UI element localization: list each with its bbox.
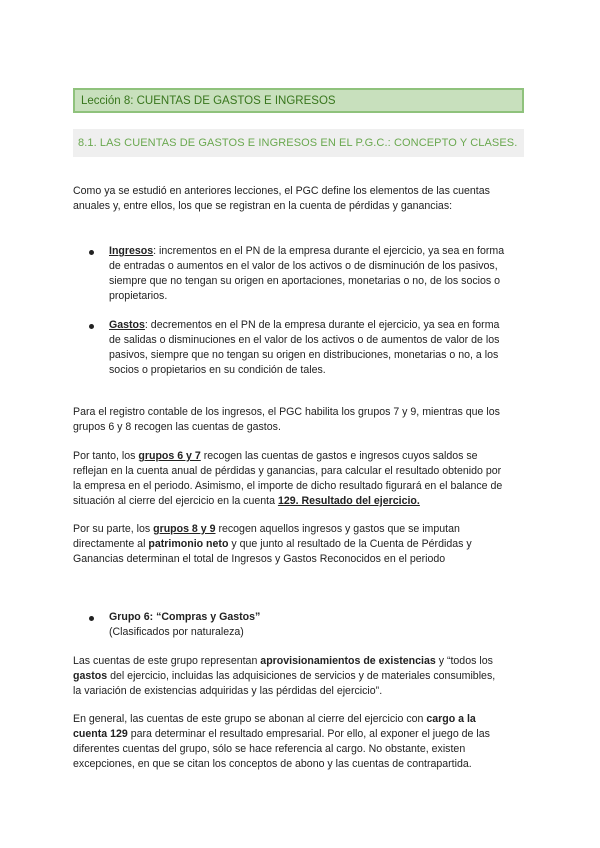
cuentas-gastos: gastos (73, 670, 108, 682)
intro-line-1: Como ya se estudió en anteriores lecciones, el PGC define los elementos de las cuentas (73, 185, 490, 197)
portanto-grupos-6-7: grupos 6 y 7 (138, 450, 201, 462)
bullet-dot (89, 324, 94, 329)
portanto-text-a: Por tanto, los (73, 450, 139, 462)
general-line-1 (73, 712, 476, 727)
general-text-a: En general, las cuentas de este grupo se abonan al cierre del ejercicio con (73, 713, 427, 725)
general-cargo: cargo a la (426, 713, 476, 725)
portanto-line-2: reflejan en la cuenta anual de pérdidas y ganancias, para calcular el resultado obtenido por (73, 465, 502, 477)
cuentas-text-c: del ejercicio, incluidas las adquisiciones de servicios y de materiales consumibles, (107, 670, 496, 682)
ingresos-line-4: propietarios. (109, 290, 168, 302)
registro-line-2: grupos 6 y 8 recogen las cuentas de gastos. (73, 421, 281, 433)
gastos-line-3: pasivos, siempre que no tengan su origen en distribuciones, monetarias o no, a los (109, 349, 499, 361)
ingresos-line-2: de entradas o aumentos en el valor de los activos o de disminución de los pasivos, (109, 260, 498, 272)
ingresos-line-1-text: : incrementos en el PN de la empresa durante el ejercicio, ya sea en forma (153, 245, 505, 257)
gastos-line-2: de salidas o disminuciones en el valor de los activos o de aumentos de valor de los (109, 334, 500, 346)
gastos-term: Gastos (109, 319, 145, 331)
gastos-line-1 (109, 318, 499, 333)
suparte-line-2 (73, 537, 472, 552)
portanto-line-1 (73, 449, 478, 464)
suparte-grupos-8-9: grupos 8 y 9 (153, 523, 216, 535)
ingresos-line-1 (109, 244, 504, 259)
general-line-3: diferentes cuentas del grupo, sólo se hace referencia al cargo. No obstante, existen (73, 743, 466, 755)
cuentas-text-b: y “todos los (435, 655, 493, 667)
ingresos-line-3: siempre que no tengan su origen en aportaciones, monetarias o no, de los socios o (109, 275, 501, 287)
cuentas-line-3: la variación de existencias adquiridas y las pérdidas del ejercicio”. (73, 685, 383, 697)
cuentas-line-1 (73, 654, 493, 669)
portanto-cuenta-129: 129. Resultado del ejercicio. (277, 495, 420, 507)
gastos-line-4: socios o propietarios en su condición de tales. (109, 364, 326, 376)
general-line-2 (73, 727, 490, 742)
general-text-b: para determinar el resultado empresarial. Por ello, al exponer el juego de las (127, 728, 490, 740)
registro-line-1: Para el registro contable de los ingresos, el PGC habilita los grupos 7 y 9, mientras que los (73, 406, 500, 418)
bullet-dot (89, 250, 94, 255)
ingresos-term: Ingresos (109, 245, 154, 257)
grupo6-title (109, 610, 260, 625)
suparte-text-b: recogen aquellos ingresos y gastos que se imputan (215, 523, 460, 535)
cuentas-text-a: Las cuentas de este grupo representan (73, 655, 261, 667)
lesson-title: Lección 8: CUENTAS DE GASTOS E INGRESOS (73, 88, 524, 113)
portanto-line-4 (73, 494, 420, 509)
general-line-4: excepciones, en que se citan los conceptos de abono y las cuentas de contrapartida. (73, 758, 472, 770)
portanto-text-b: recogen las cuentas de gastos e ingresos cuyos saldos se (200, 450, 478, 462)
portanto-text-c: situación al cierre del ejercicio en la cuenta (73, 495, 278, 507)
general-cuenta-129: cuenta 129 (73, 728, 128, 740)
suparte-text-a: Por su parte, los (73, 523, 154, 535)
suparte-line-3: Ganancias determinan el total de Ingresos y Gastos Reconocidos en el periodo (73, 553, 446, 565)
intro-line-2: anuales y, entre ellos, los que se registran en la cuenta de pérdidas y ganancias: (73, 200, 453, 212)
suparte-patrimonio-neto: patrimonio neto (148, 538, 229, 550)
section-title: 8.1. LAS CUENTAS DE GASTOS E INGRESOS EN EL P.G.C.: CONCEPTO Y CLASES. (73, 129, 524, 157)
portanto-line-3: la empresa en el periodo. Asimismo, el importe de dicho resultado figurará en el balance de (73, 480, 503, 492)
cuentas-line-2 (73, 669, 495, 684)
bullet-dot (89, 616, 94, 621)
grupo6-title-text: Grupo 6: “Compras y Gastos” (109, 611, 261, 623)
suparte-line-1 (73, 522, 460, 537)
grupo6-subtitle: (Clasificados por naturaleza) (109, 626, 244, 638)
cuentas-aprovisionamientos: aprovisionamientos de existencias (260, 655, 436, 667)
suparte-text-d: y que junto al resultado de la Cuenta de Pérdidas y (228, 538, 472, 550)
suparte-text-c: directamente al (73, 538, 149, 550)
gastos-line-1-text: : decrementos en el PN de la empresa durante el ejercicio, ya sea en forma (144, 319, 500, 331)
